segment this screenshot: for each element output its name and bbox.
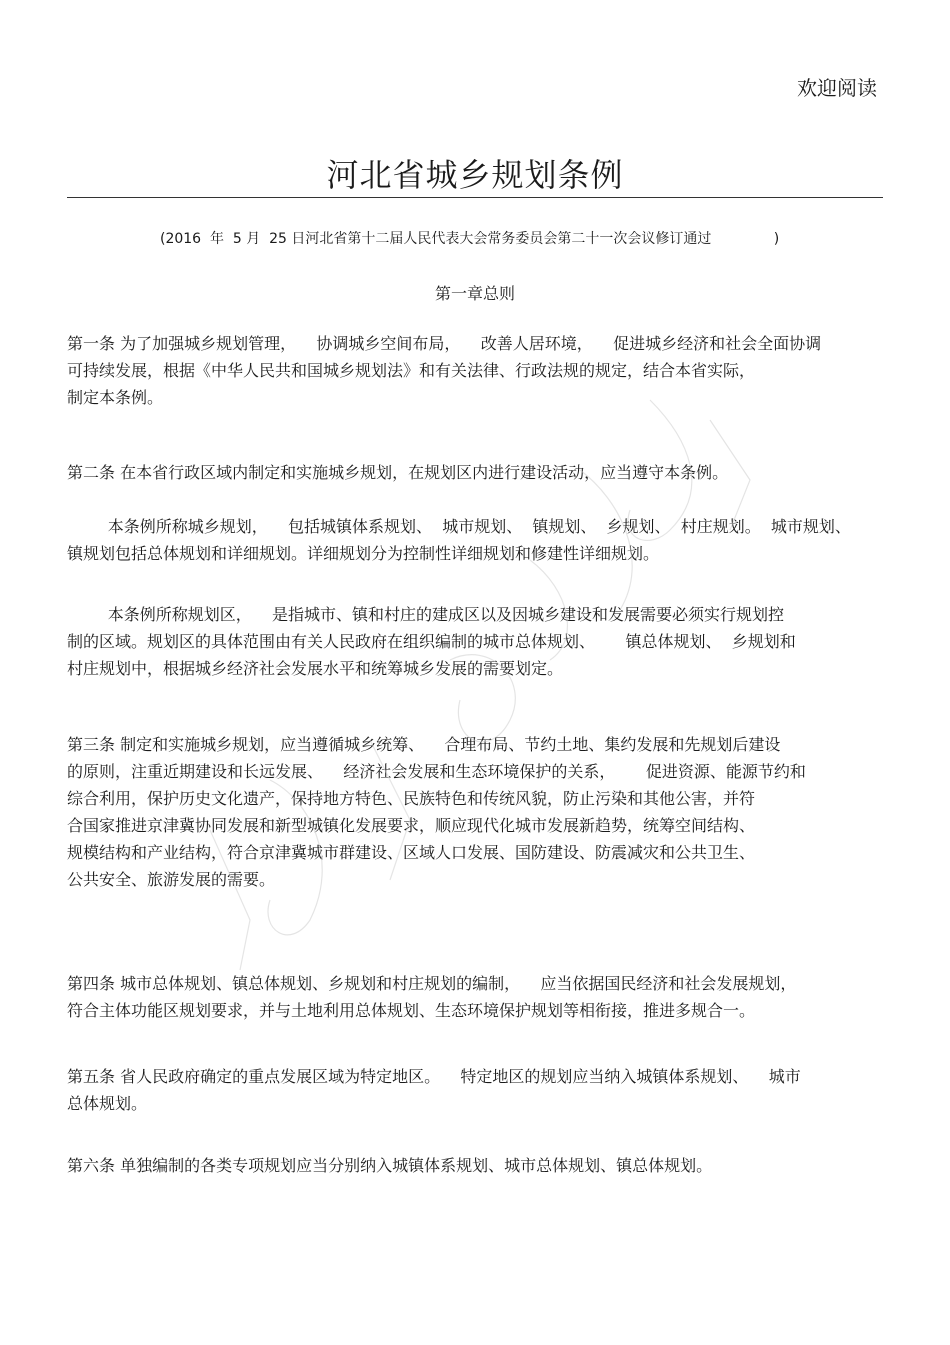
article-1 [67, 330, 887, 411]
article-5 [67, 1063, 887, 1117]
text-line: 制定本条例。 [67, 388, 164, 407]
chapter-heading: 第一章总则 [434, 284, 515, 303]
welcome-text: 欢迎阅读 [797, 76, 877, 100]
document-title: 河北省城乡规划条例 [326, 156, 624, 194]
article-2 [67, 459, 887, 486]
text-line: 第一条 为了加强城乡规划管理， 协调城乡空间布局， 改善人居环境， 促进城乡经济和社会全面协调 [67, 334, 822, 353]
text-line: 总体规划。 [67, 1094, 148, 1113]
text-line: 符合主体功能区规划要求，并与土地利用总体规划、生态环境保护规划等相衔接，推进多规合一。 [67, 1001, 756, 1020]
text-line: 镇规划包括总体规划和详细规划。详细规划分为控制性详细规划和修建性详细规划。 [67, 544, 660, 563]
article-2-clause-2 [67, 513, 887, 567]
text-line: 本条例所称城乡规划， 包括城镇体系规划、 城市规划、 镇规划、 乡规划、 村庄规划。 城市规划、 [67, 517, 851, 536]
text-line: 本条例所称规划区， 是指城市、镇和村庄的建成区以及因城乡建设和发展需要必须实行规划控 [67, 605, 785, 624]
text-line: 第四条 城市总体规划、镇总体规划、乡规划和村庄规划的编制， 应当依据国民经济和社会发展规划， [67, 974, 797, 993]
article-4 [67, 970, 887, 1024]
text-line: 规模结构和产业结构，符合京津冀城市群建设、区域人口发展、国防建设、防震减灾和公共卫生、 [67, 843, 756, 862]
article-6 [67, 1152, 887, 1179]
text-line: 第二条 在本省行政区域内制定和实施城乡规划，在规划区内进行建设活动，应当遵守本条例。 [67, 463, 729, 482]
text-line: 公共安全、旅游发展的需要。 [67, 870, 276, 889]
article-2-clause-3 [67, 601, 887, 682]
text-line: 第三条 制定和实施城乡规划，应当遵循城乡统筹、 合理布局、节约土地、集约发展和先规划后建设 [67, 735, 781, 754]
text-line: 村庄规划中，根据城乡经济社会发展水平和统筹城乡发展的需要划定。 [67, 659, 564, 678]
text-line: 可持续发展，根据《中华人民共和国城乡规划法》和有关法律、行政法规的规定，结合本省实际， [67, 361, 756, 380]
document-subtitle: (2016 年 5 月 25 日河北省第十二届人民代表大会常务委员会第二十一次会议修订通过 ) [160, 231, 780, 247]
text-line: 的原则，注重近期建设和长远发展、 经济社会发展和生态环境保护的关系， 促进资源、能源节约和 [67, 762, 806, 781]
text-line: 第六条 单独编制的各类专项规划应当分别纳入城镇体系规划、城市总体规划、镇总体规划。 [67, 1156, 713, 1175]
text-line: 制的区域。规划区的具体范围由有关人民政府在组织编制的城市总体规划、 镇总体规划、 乡规划和 [67, 632, 796, 651]
text-line: 综合利用，保护历史文化遗产，保持地方特色、民族特色和传统风貌，防止污染和其他公害，并符 [67, 789, 756, 808]
article-3 [67, 731, 887, 893]
title-rule [67, 197, 883, 198]
text-line: 合国家推进京津冀协同发展和新型城镇化发展要求，顺应现代化城市发展新趋势，统筹空间结构、 [67, 816, 756, 835]
text-line: 第五条 省人民政府确定的重点发展区域为特定地区。 特定地区的规划应当纳入城镇体系规划、 城市 [67, 1067, 801, 1086]
